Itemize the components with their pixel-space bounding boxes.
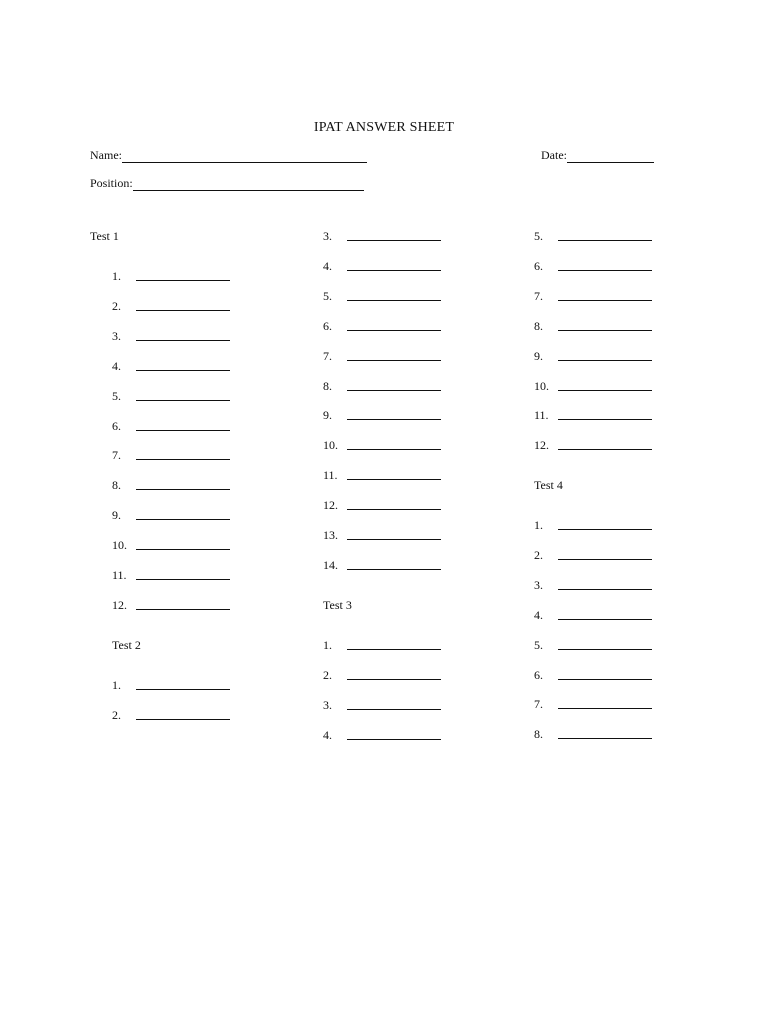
question-number: 11.	[534, 408, 549, 423]
date-line[interactable]	[567, 150, 654, 163]
answer-blank[interactable]	[136, 719, 230, 720]
position-line[interactable]	[133, 178, 364, 191]
question-number: 9.	[534, 348, 543, 363]
question-number: 10.	[534, 378, 549, 393]
question-number: 9.	[112, 508, 121, 523]
answer-blank[interactable]	[558, 589, 652, 590]
answer-blank[interactable]	[136, 549, 230, 550]
date-field	[541, 148, 654, 163]
question-number: 6.	[112, 418, 121, 433]
question-number: 8.	[534, 318, 543, 333]
answer-blank[interactable]	[558, 330, 652, 331]
answer-blank[interactable]	[347, 649, 441, 650]
test4-label: Test 4	[534, 478, 563, 492]
question-number: 5.	[534, 229, 543, 243]
answer-blank[interactable]	[558, 679, 652, 680]
answer-blank[interactable]	[136, 310, 230, 311]
position-label: Position:	[90, 176, 133, 190]
answer-blank[interactable]	[347, 240, 441, 241]
question-number: 5.	[534, 637, 543, 652]
answer-blank[interactable]	[558, 649, 652, 650]
answer-blank[interactable]	[347, 300, 441, 301]
answer-blank[interactable]	[558, 738, 652, 739]
question-number: 5.	[112, 388, 121, 403]
question-number: 6.	[534, 667, 543, 682]
test2-label: Test 2	[112, 638, 141, 652]
answer-blank[interactable]	[347, 539, 441, 540]
question-number: 7.	[534, 697, 543, 712]
answer-blank[interactable]	[558, 240, 652, 241]
question-number: 8.	[112, 478, 121, 493]
answer-blank[interactable]	[558, 708, 652, 709]
question-number: 11.	[323, 468, 338, 483]
question-number: 9.	[323, 408, 332, 423]
answer-blank[interactable]	[347, 330, 441, 331]
question-number: 6.	[323, 318, 332, 333]
question-number: 10.	[112, 538, 127, 553]
question-number: 10.	[323, 438, 338, 453]
answer-blank[interactable]	[136, 340, 230, 341]
question-number: 2.	[534, 547, 543, 562]
question-number: 2.	[112, 707, 121, 722]
answer-blank[interactable]	[136, 459, 230, 460]
answer-blank[interactable]	[347, 479, 441, 480]
question-number: 11.	[112, 568, 127, 582]
answer-blank[interactable]	[136, 280, 230, 281]
answer-blank[interactable]	[136, 579, 230, 580]
question-number: 1.	[112, 678, 121, 692]
position-field	[90, 176, 364, 191]
answer-blank[interactable]	[558, 300, 652, 301]
test3-label: Test 3	[323, 598, 352, 612]
question-number: 3.	[323, 697, 332, 712]
question-number: 6.	[534, 258, 543, 273]
question-number: 4.	[112, 358, 121, 373]
question-number: 1.	[112, 269, 121, 283]
question-number: 12.	[112, 597, 127, 612]
question-number: 3.	[323, 229, 332, 243]
question-number: 7.	[323, 348, 332, 363]
question-number: 2.	[323, 667, 332, 682]
name-field	[90, 148, 367, 163]
question-number: 7.	[112, 448, 121, 463]
name-line[interactable]	[122, 150, 367, 163]
question-number: 4.	[323, 727, 332, 742]
answer-blank[interactable]	[558, 559, 652, 560]
question-number: 8.	[534, 727, 543, 742]
answer-blank[interactable]	[558, 529, 652, 530]
answer-blank[interactable]	[347, 569, 441, 570]
answer-blank[interactable]	[558, 390, 652, 391]
question-number: 12.	[323, 498, 338, 513]
answer-blank[interactable]	[136, 430, 230, 431]
question-number: 8.	[323, 378, 332, 393]
answer-blank[interactable]	[347, 390, 441, 391]
test1-label: Test 1	[90, 229, 119, 243]
answer-blank[interactable]	[558, 419, 652, 420]
question-number: 12.	[534, 438, 549, 453]
question-number: 2.	[112, 298, 121, 313]
name-label: Name:	[90, 148, 122, 162]
answer-blank[interactable]	[558, 360, 652, 361]
answer-blank[interactable]	[347, 360, 441, 361]
answer-blank[interactable]	[558, 270, 652, 271]
answer-blank[interactable]	[347, 449, 441, 450]
answer-blank[interactable]	[347, 739, 441, 740]
question-number: 1.	[323, 638, 332, 652]
answer-blank[interactable]	[347, 419, 441, 420]
answer-blank[interactable]	[558, 619, 652, 620]
date-label: Date:	[541, 148, 567, 162]
page-title: IPAT ANSWER SHEET	[313, 120, 455, 135]
answer-blank[interactable]	[136, 400, 230, 401]
answer-blank[interactable]	[347, 679, 441, 680]
question-number: 3.	[534, 577, 543, 592]
question-number: 4.	[534, 607, 543, 622]
answer-blank[interactable]	[136, 489, 230, 490]
answer-blank[interactable]	[136, 370, 230, 371]
question-number: 1.	[534, 518, 543, 532]
question-number: 4.	[323, 258, 332, 273]
question-number: 14.	[323, 557, 338, 572]
answer-blank[interactable]	[347, 509, 441, 510]
answer-blank[interactable]	[347, 270, 441, 271]
question-number: 5.	[323, 288, 332, 303]
answer-blank[interactable]	[136, 689, 230, 690]
question-number: 7.	[534, 288, 543, 303]
question-number: 3.	[112, 328, 121, 343]
answer-blank[interactable]	[347, 709, 441, 710]
question-number: 13.	[323, 528, 338, 542]
answer-blank[interactable]	[558, 449, 652, 450]
answer-blank[interactable]	[136, 519, 230, 520]
answer-blank[interactable]	[136, 609, 230, 610]
